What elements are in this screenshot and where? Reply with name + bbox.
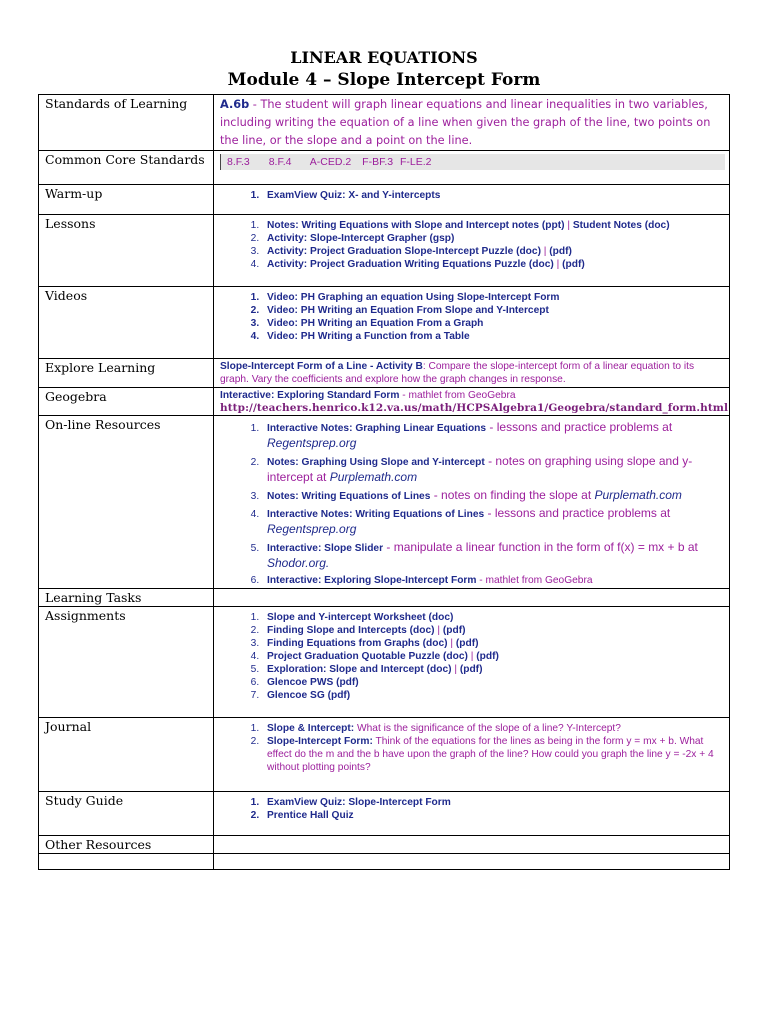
row-other: [39, 836, 730, 854]
online-link[interactable]: Interactive: Exploring Slope-Intercept Form: [267, 575, 477, 586]
row-geogebra: [39, 388, 730, 416]
other-content: [214, 836, 730, 854]
label-journal: Journal: [39, 718, 214, 792]
row-study-guide: [39, 792, 730, 836]
curriculum-table: [38, 94, 730, 870]
explore-text: : Compare the slope-intercept form of a linear equation to its graph. Vary the coefficients and explore how the graph changes in response.: [220, 361, 695, 385]
empty-content: [214, 854, 730, 870]
online-link[interactable]: Interactive Notes: Graphing Linear Equations: [267, 423, 487, 434]
study-guide-link[interactable]: 1. ExamView Quiz: Slope-Intercept Form: [262, 796, 725, 809]
common-core-list: [220, 154, 725, 170]
row-learning-tasks: [39, 589, 730, 607]
row-standards: [39, 95, 730, 151]
study-guide-link[interactable]: 2. Prentice Hall Quiz: [262, 809, 725, 822]
label-other: Other Resources: [39, 836, 214, 854]
online-site[interactable]: Purplemath.com: [329, 470, 418, 484]
online-item: 1. Interactive Notes: Graphing Linear Equations - lessons and practice problems at Regentsprep.org: [262, 420, 725, 452]
lesson-item: 4. Activity: Project Graduation Writing Equations Puzzle (doc) | (pdf): [262, 258, 725, 271]
standards-code[interactable]: A.6b: [220, 98, 250, 111]
label-explore: Explore Learning: [39, 359, 214, 388]
lesson-link[interactable]: Activity: Project Graduation Slope-Intercept Puzzle (doc): [267, 246, 541, 257]
common-core-content: [214, 151, 730, 185]
cc-item: A-CED.2: [309, 156, 352, 168]
assignment-link[interactable]: Glencoe SG (pdf): [267, 690, 351, 701]
online-item: 5. Interactive: Slope Slider - manipulate a linear function in the form of f(x) = mx + b at Shodor.org.: [262, 540, 725, 572]
online-content: [214, 416, 730, 589]
assignment-link[interactable]: Finding Equations from Graphs (doc): [267, 638, 448, 649]
lesson-item: [262, 232, 725, 245]
assignment-link[interactable]: (pdf): [459, 664, 483, 675]
lesson-link[interactable]: Activity: Slope-Intercept Grapher (gsp): [267, 233, 455, 244]
assignment-item: 5. Exploration: Slope and Intercept (doc) | (pdf): [262, 663, 725, 676]
lesson-link[interactable]: Student Notes (doc): [572, 220, 670, 231]
assignment-link[interactable]: Finding Slope and Intercepts (doc): [267, 625, 435, 636]
assignment-link[interactable]: Slope and Y-intercept Worksheet (doc): [267, 612, 454, 623]
journal-link[interactable]: Slope & Intercept:: [267, 723, 355, 734]
label-warmup: Warm-up: [39, 185, 214, 215]
study-guide-content: [214, 792, 730, 836]
online-site[interactable]: Regentsprep.org: [267, 522, 357, 536]
geogebra-content: [214, 388, 730, 416]
label-assignments: Assignments: [39, 607, 214, 718]
explore-content: [214, 359, 730, 388]
page-title: LINEAR EQUATIONS: [290, 48, 478, 67]
lesson-item: 1. Notes: Writing Equations with Slope and Intercept notes (ppt) | Student Notes (doc): [262, 219, 725, 232]
assignment-link[interactable]: Project Graduation Quotable Puzzle (doc): [267, 651, 468, 662]
label-lessons: Lessons: [39, 215, 214, 287]
explore-link[interactable]: Slope-Intercept Form of a Line - Activity B: [220, 361, 423, 372]
cc-item: F-LE.2: [400, 156, 432, 168]
cc-item: 8.F.4: [268, 156, 292, 168]
row-explore: [39, 359, 730, 388]
warmup-content: [214, 185, 730, 215]
standards-text: - The student will graph linear equations and linear inequalities in two variables, including writing the equation of a line when given the graph of the line, two points on the line, or the slope and a point on the line.: [220, 98, 711, 147]
row-common-core: [39, 151, 730, 185]
assignment-item: 4. Project Graduation Quotable Puzzle (doc) | (pdf): [262, 650, 725, 663]
lesson-link[interactable]: Activity: Project Graduation Writing Equations Puzzle (doc): [267, 259, 554, 270]
learning-tasks-content: [214, 589, 730, 607]
journal-item: 1. Slope & Intercept: What is the significance of the slope of a line? Y-Intercept?: [262, 722, 725, 735]
lessons-content: [214, 215, 730, 287]
geogebra-text: - mathlet from GeoGebra: [399, 390, 516, 401]
online-item: 4. Interactive Notes: Writing Equations of Lines - lessons and practice problems at Regentsprep.org: [262, 506, 725, 538]
assignment-link[interactable]: (pdf): [455, 638, 479, 649]
assignment-item: 2. Finding Slope and Intercepts (doc) | (pdf): [262, 624, 725, 637]
online-link[interactable]: Notes: Graphing Using Slope and Y-intercept: [267, 457, 485, 468]
online-item: 3. Notes: Writing Equations of Lines - notes on finding the slope at Purplemath.com: [262, 488, 725, 504]
row-journal: [39, 718, 730, 792]
online-link[interactable]: Interactive Notes: Writing Equations of Lines: [267, 509, 485, 520]
label-videos: Videos: [39, 287, 214, 359]
lesson-link[interactable]: (pdf): [549, 246, 572, 257]
video-link[interactable]: 3. Video: PH Writing an Equation From a Graph: [262, 317, 725, 330]
standards-content: [214, 95, 730, 151]
assignment-link[interactable]: (pdf): [442, 625, 466, 636]
label-geogebra: Geogebra: [39, 388, 214, 416]
row-empty: [39, 854, 730, 870]
lesson-link[interactable]: Notes: Writing Equations with Slope and Intercept notes (ppt): [267, 220, 565, 231]
label-standards: Standards of Learning: [39, 95, 214, 151]
geogebra-link[interactable]: Interactive: Exploring Standard Form: [220, 390, 400, 401]
assignment-item: [262, 611, 725, 624]
assignments-content: [214, 607, 730, 718]
assignment-item: [262, 689, 725, 702]
label-empty: [39, 854, 214, 870]
label-study-guide: Study Guide: [39, 792, 214, 836]
journal-content: [214, 718, 730, 792]
row-videos: [39, 287, 730, 359]
lesson-link[interactable]: (pdf): [562, 259, 585, 270]
assignment-link[interactable]: (pdf): [476, 651, 499, 662]
lesson-item: 3. Activity: Project Graduation Slope-Intercept Puzzle (doc) | (pdf): [262, 245, 725, 258]
label-common-core: Common Core Standards: [39, 151, 214, 185]
geogebra-url[interactable]: http://teachers.henrico.k12.va.us/math/HCPSAlgebra1/Geogebra/standard_form.html: [220, 402, 729, 414]
row-online: [39, 416, 730, 589]
row-lessons: [39, 215, 730, 287]
assignment-item: 3. Finding Equations from Graphs (doc) | (pdf): [262, 637, 725, 650]
video-link[interactable]: 2. Video: PH Writing an Equation From Slope and Y-Intercept: [262, 304, 725, 317]
label-online: On-line Resources: [39, 416, 214, 589]
row-assignments: [39, 607, 730, 718]
video-link[interactable]: 1. Video: PH Graphing an equation Using Slope-Intercept Form: [262, 291, 725, 304]
journal-item: 2. Slope-Intercept Form: Think of the equations for the lines as being in the form y = mx + b. What effect do the m and the b have upon the graph of the line? How could you graph the line y = -2x + 4 without plotting points?: [262, 735, 725, 774]
assignment-link[interactable]: Glencoe PWS (pdf): [267, 677, 359, 688]
assignment-link[interactable]: Exploration: Slope and Intercept (doc): [267, 664, 452, 675]
online-link[interactable]: Notes: Writing Equations of Lines: [267, 491, 431, 502]
cc-item: F-BF.3: [362, 156, 394, 168]
videos-content: [214, 287, 730, 359]
warmup-link[interactable]: 1. ExamView Quiz: X- and Y-intercepts: [262, 189, 725, 202]
online-site[interactable]: Regentsprep.org: [267, 436, 357, 450]
online-item: 2. Notes: Graphing Using Slope and Y-intercept - notes on graphing using slope and y-intercept at Purplemath.com: [262, 454, 725, 486]
journal-link[interactable]: Slope-Intercept Form:: [267, 736, 373, 747]
online-item: 6. Interactive: Exploring Slope-Intercept Form - mathlet from GeoGebra: [262, 574, 725, 588]
online-link[interactable]: Interactive: Slope Slider: [267, 543, 384, 554]
online-site[interactable]: Shodor.org.: [267, 556, 330, 570]
label-learning-tasks: Learning Tasks: [39, 589, 214, 607]
online-site[interactable]: Purplemath.com: [594, 488, 682, 502]
page-subtitle: Module 4 – Slope Intercept Form: [227, 70, 541, 90]
assignment-item: [262, 676, 725, 689]
row-warmup: [39, 185, 730, 215]
cc-item: 8.F.3: [227, 156, 250, 168]
video-link[interactable]: 4. Video: PH Writing a Function from a Table: [262, 330, 725, 343]
